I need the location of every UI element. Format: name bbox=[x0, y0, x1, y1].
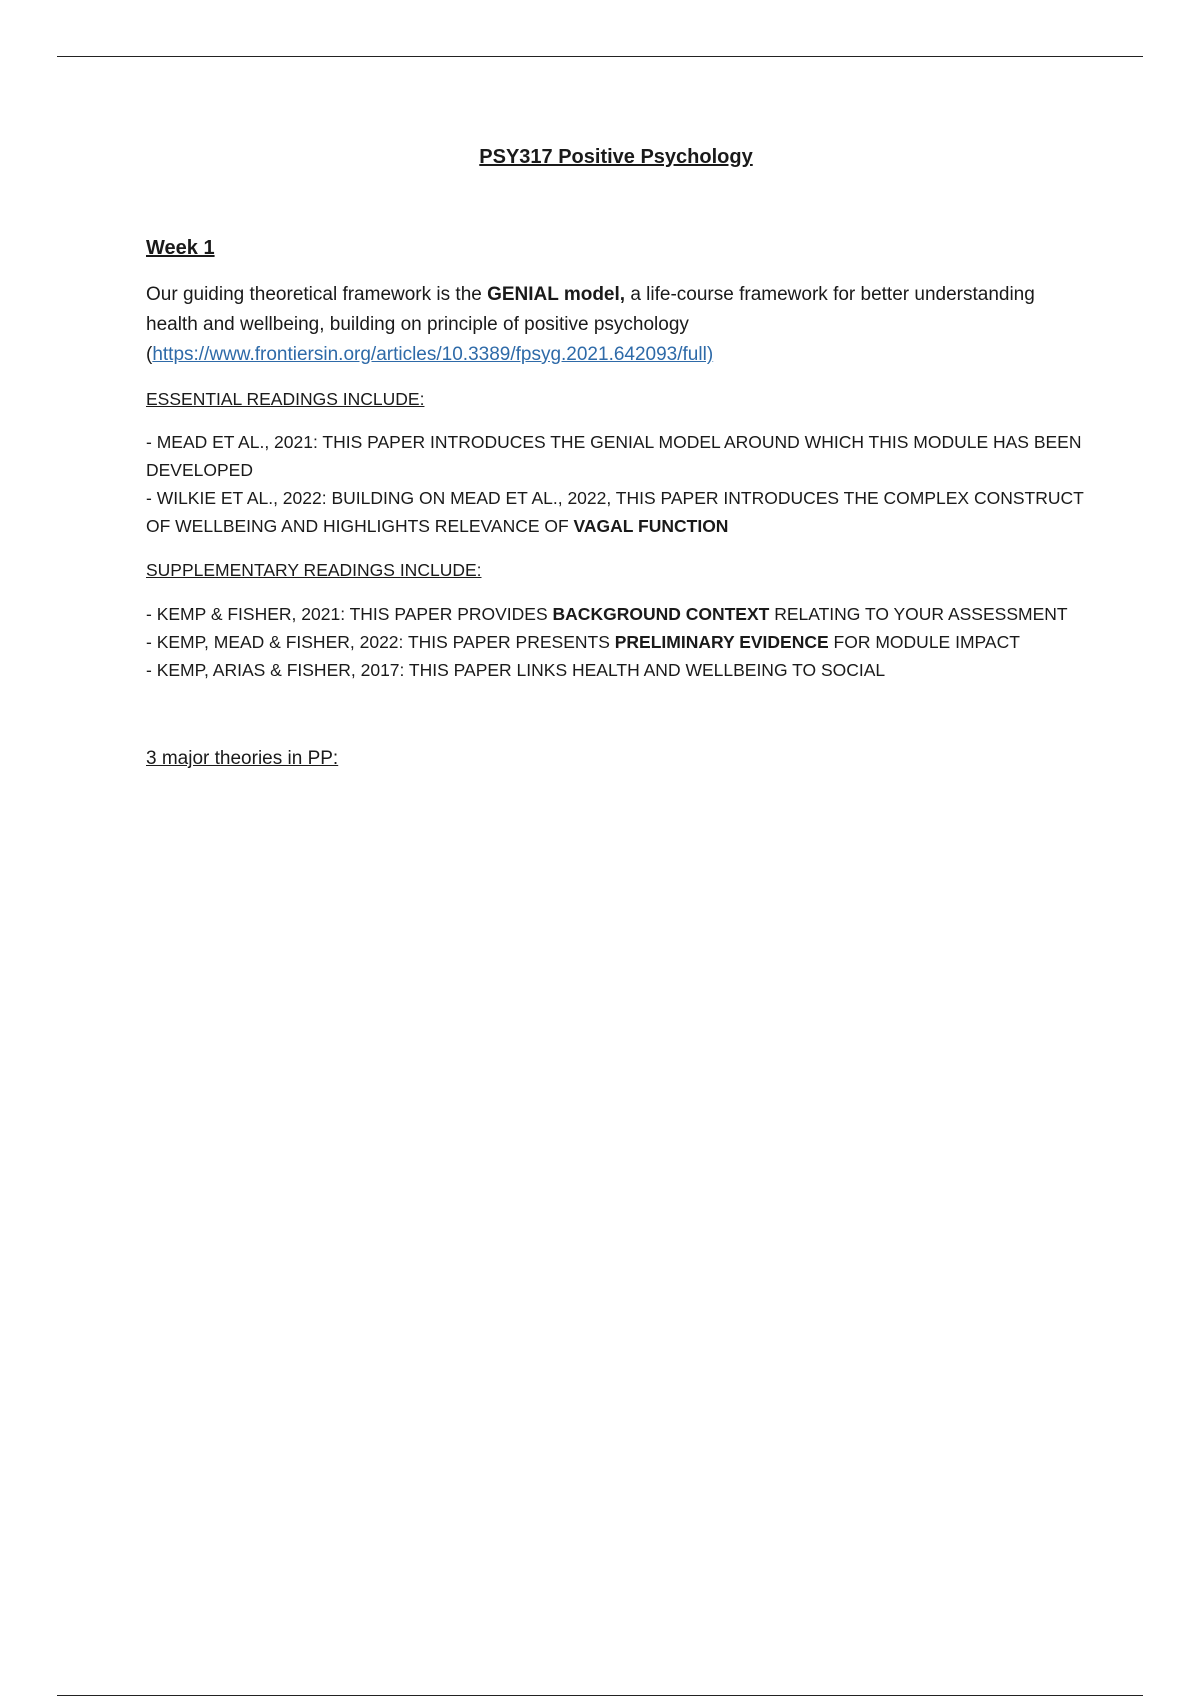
intro-paren: ( bbox=[146, 344, 153, 365]
reading-text: - KEMP, MEAD & FISHER, 2022: THIS PAPER PRESENTS bbox=[146, 632, 615, 652]
reading-text-after: RELATING TO YOUR ASSESSMENT bbox=[769, 604, 1068, 624]
reading-bold: BACKGROUND CONTEXT bbox=[552, 604, 770, 624]
reading-bold: PRELIMINARY EVIDENCE bbox=[614, 632, 829, 652]
essential-readings-heading: ESSENTIAL READINGS INCLUDE: bbox=[146, 389, 425, 409]
list-item bbox=[146, 656, 1106, 684]
intro-bold-term: GENIAL model, bbox=[487, 284, 626, 305]
reading-text: - WILKIE ET AL., 2022: BUILDING ON MEAD ET AL., 2022, THIS PAPER INTRODUCES THE COMPLEX CONSTRUCT OF WELLBEING AND HIGHLIGHTS RELEVANCE OF bbox=[146, 488, 1084, 536]
essential-readings-list bbox=[146, 428, 1106, 540]
reading-text: - MEAD ET AL., 2021: THIS PAPER INTRODUCES THE GENIAL MODEL AROUND WHICH THIS MODULE HAS BEEN DEVELOPED bbox=[146, 432, 1082, 480]
list-item bbox=[146, 600, 1106, 628]
reading-bold: VAGAL FUNCTION bbox=[573, 516, 729, 536]
reading-text: - KEMP, ARIAS & FISHER, 2017: THIS PAPER LINKS HEALTH AND WELLBEING TO SOCIAL bbox=[146, 660, 886, 680]
intro-text-start: Our guiding theoretical framework is the bbox=[146, 284, 488, 305]
header-rule bbox=[57, 56, 1143, 57]
page-title: PSY317 Positive Psychology bbox=[479, 146, 753, 168]
list-item bbox=[146, 428, 1106, 484]
intro-paragraph bbox=[146, 280, 1046, 370]
supplementary-readings-heading: SUPPLEMENTARY READINGS INCLUDE: bbox=[146, 560, 482, 580]
supplementary-readings-list bbox=[146, 600, 1106, 684]
week-heading: Week 1 bbox=[146, 237, 215, 259]
list-item bbox=[146, 628, 1106, 656]
reading-text: - KEMP & FISHER, 2021: THIS PAPER PROVIDES bbox=[146, 604, 553, 624]
framework-link[interactable]: https://www.frontiersin.org/articles/10.3389/fpsyg.2021.642093/full) bbox=[152, 344, 714, 365]
footer-rule bbox=[57, 1695, 1143, 1696]
reading-text-after: FOR MODULE IMPACT bbox=[828, 632, 1020, 652]
theories-heading: 3 major theories in PP: bbox=[146, 748, 339, 769]
list-item bbox=[146, 484, 1106, 540]
intro-text-rest: a life-course framework for better understanding health and wellbeing, building on principle of positive psychology bbox=[146, 284, 1035, 335]
